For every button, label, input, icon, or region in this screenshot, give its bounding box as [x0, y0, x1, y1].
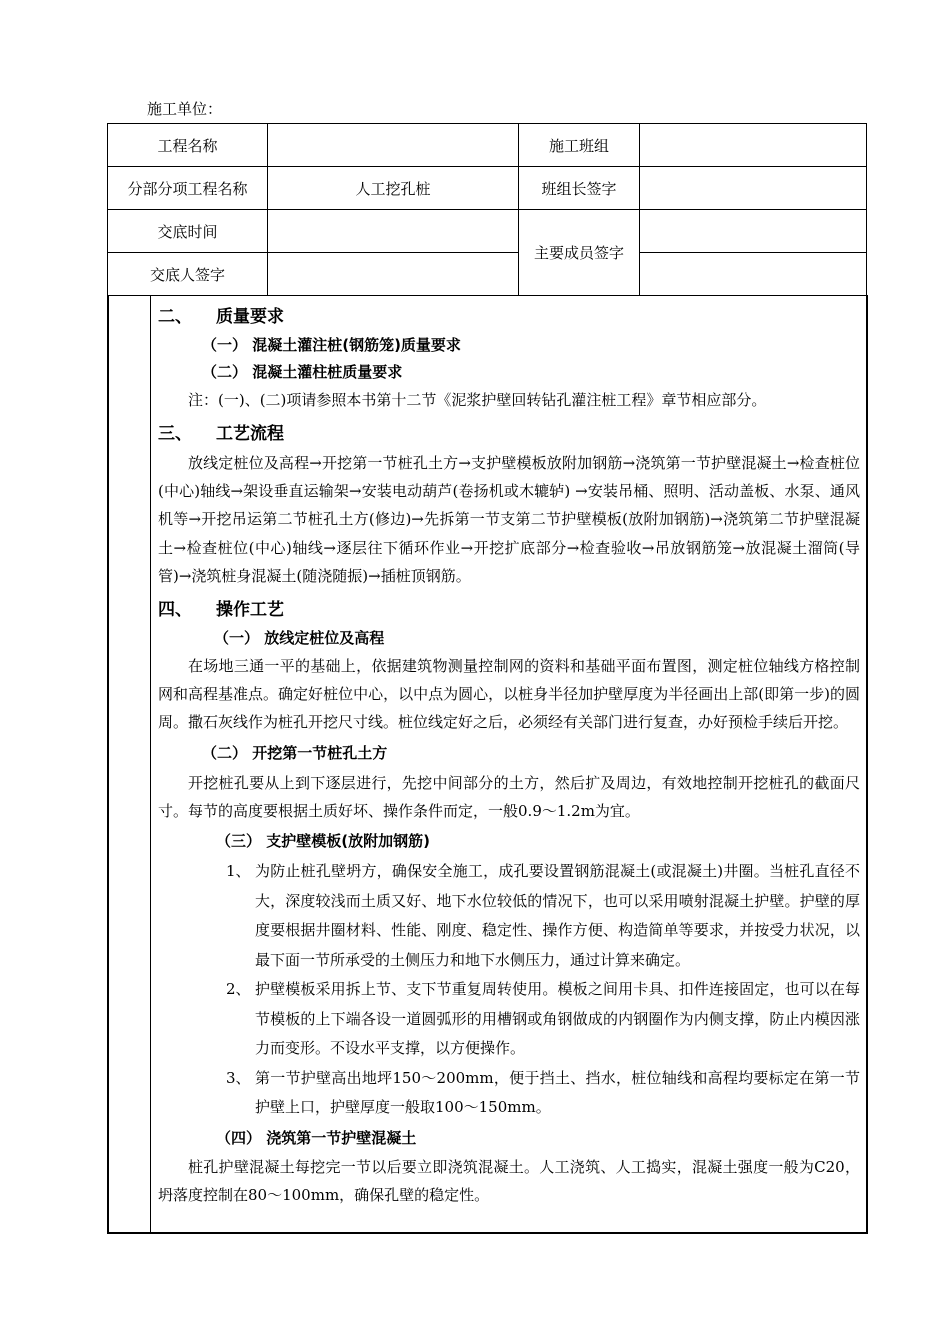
section-quality-heading [158, 302, 860, 332]
quality-note: 注：(一)、(二)项请参照本书第十二节《泥浆护壁回转钻孔灌注桩工程》章节相应部分。 [188, 391, 767, 409]
subsection-formwork-title: （三） 支护壁模板(放附加钢筋) [216, 832, 430, 851]
team-value[interactable] [640, 124, 867, 167]
list-item-number: 2、 [226, 980, 251, 999]
project-name-label: 工程名称 [108, 124, 268, 167]
section-number: 二、 [158, 307, 192, 327]
list-item-text: 第一节护壁高出地坪150～200mm，便于挡土、挡水，桩位轴线和高程均要标定在第一节护壁上口，护壁厚度一般取100～150mm。 [255, 1068, 860, 1117]
date-label: 交底时间 [108, 210, 268, 253]
list-item-text: 护壁模板采用拆上节、支下节重复周转使用。模板之间用卡具、扣件连接固定，也可以在每节模板的上下端各设一道圆弧形的用槽钢或角钢做成的内钢圈作为内侧支撑，防止内模因涨力而变形。不设水平支撑，以方便操作。 [255, 980, 860, 1058]
subsection-layout-text: 在场地三通一平的基础上，依据建筑物测量控制网的资料和基础平面布置图，测定桩位轴线方格控制网和高程基准点。确定好桩位中心，以中点为圆心，以桩身半径加护壁厚度为半径画出上部(即第一步)的圆周。撒石灰线作为桩孔开挖尺寸线。桩位线定好之后，必须经有关部门进行复查，办好预检手续后开挖。 [158, 657, 860, 732]
members-sign-label: 主要成员签字 [519, 210, 640, 296]
members-sign-value-2[interactable] [640, 253, 867, 296]
list-item [158, 1064, 860, 1123]
project-name-value[interactable] [268, 124, 519, 167]
list-item-text: 为防止桩孔壁坍方，确保安全施工，成孔要设置钢筋混凝土(或混凝土)井圈。当桩孔直径不大，深度较浅而土质又好、地下水位较低的情况下，也可以采用喷射混凝土护壁。护壁的厚度要根据井圈材料、性能、刚度、稳定性、操作方便、构造简单等要求，并按受力状况，以最下面一节所承受的土侧压力和地下水侧压力，通过计算来确定。 [255, 862, 860, 969]
list-item-number: 3、 [226, 1068, 251, 1087]
team-label: 施工班组 [519, 124, 640, 167]
list-item-number: 1、 [226, 862, 251, 881]
header-table [107, 123, 867, 296]
subsection-pour-text: 桩孔护壁混凝土每挖完一节以后要立即浇筑混凝土。人工浇筑、人工捣实，混凝土强度一般为C20，坍落度控制在80～100mm，确保孔壁的稳定性。 [158, 1157, 860, 1204]
section-number: 四、 [158, 600, 192, 621]
section-process-heading [158, 419, 860, 449]
section-title: 操作工艺 [216, 600, 284, 621]
presenter-sign-label: 交底人签字 [108, 253, 268, 296]
subsection-excavation-text: 开挖桩孔要从上到下逐层进行，先挖中间部分的土方，然后扩及周边，有效地控制开挖桩孔的截面尺寸。每节的高度要根据土质好坏、操作条件而定，一般0.9～1.2m为宜。 [158, 773, 860, 820]
leader-sign-label: 班组长签字 [519, 167, 640, 210]
section-title: 质量要求 [216, 307, 284, 327]
members-sign-value-1[interactable] [640, 210, 867, 253]
subsection-pile-quality: （二） 混凝土灌柱桩质量要求 [202, 363, 403, 381]
leader-sign-value[interactable] [640, 167, 867, 210]
content-body [158, 302, 860, 1209]
subproject-value: 人工挖孔桩 [268, 167, 519, 210]
list-item [158, 857, 860, 975]
subsection-pour-title: （四） 浇筑第一节护壁混凝土 [216, 1128, 417, 1147]
list-item [158, 975, 860, 1064]
subsection-cage-quality: （一） 混凝土灌注桩(钢筋笼)质量要求 [202, 336, 461, 354]
content-margin-line [150, 296, 151, 1232]
date-value[interactable] [268, 210, 519, 253]
subsection-excavation-title: （二） 开挖第一节桩孔土方 [202, 743, 388, 762]
construction-unit-label: 施工单位： [147, 100, 223, 118]
section-operation-heading [158, 595, 860, 625]
section-title: 工艺流程 [216, 424, 284, 444]
presenter-sign-value[interactable] [268, 253, 519, 296]
section-number: 三、 [158, 424, 192, 444]
subsection-layout-title: （一） 放线定桩位及高程 [214, 629, 385, 648]
process-flow-text: 放线定桩位及高程→开挖第一节桩孔土方→支护壁模板放附加钢筋→浇筑第一节护壁混凝土→检查桩位(中心)轴线→架设垂直运输架→安装电动葫芦(卷扬机或木辘轳) →安装吊桶、照明、活动盖板、水泵、通风机等→开挖吊运第二节桩孔土方(修边)→先拆第一节支第二节护壁模板(放附加钢筋)→浇筑第二节护壁混凝土→检查桩位(中心)轴线→逐层往下循环作业→开挖扩底部分→检查验收→吊放钢筋笼→放混凝土溜筒(导管)→浇筑桩身混凝土(随浇随振)→插桩顶钢筋。 [158, 454, 860, 585]
subproject-label: 分部分项工程名称 [108, 167, 268, 210]
